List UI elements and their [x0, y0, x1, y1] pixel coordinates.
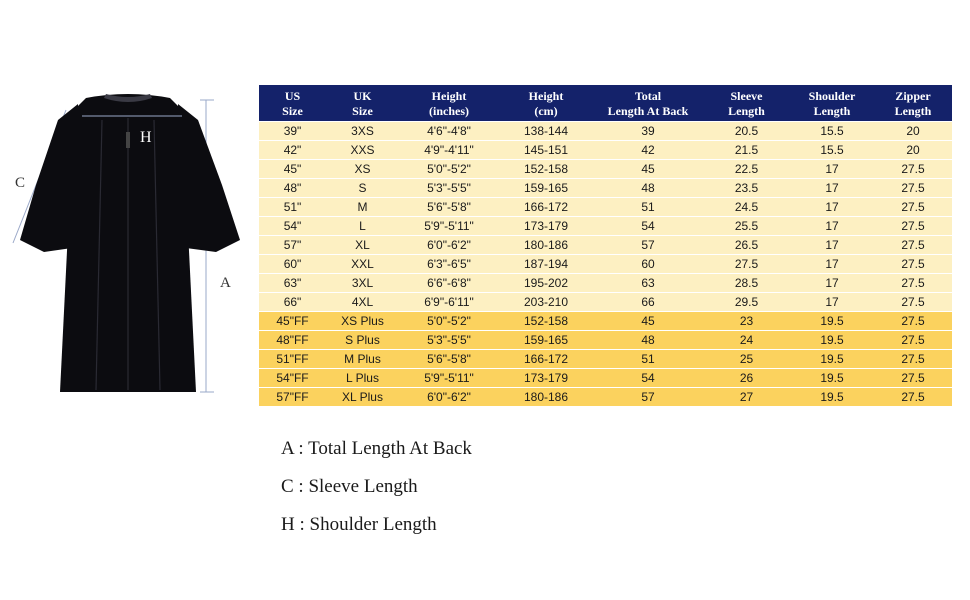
table-cell: 203-210 — [499, 293, 593, 312]
table-cell: 5'0"-5'2" — [399, 160, 499, 179]
table-cell: 4'9"-4'11" — [399, 141, 499, 160]
table-cell: M — [326, 198, 399, 217]
table-cell: 4XL — [326, 293, 399, 312]
table-row — [259, 388, 952, 407]
table-cell: 187-194 — [499, 255, 593, 274]
table-body — [259, 122, 952, 407]
table-cell: XL — [326, 236, 399, 255]
table-cell: 5'9"-5'11" — [399, 369, 499, 388]
table-cell: 42 — [593, 141, 703, 160]
size-chart-table — [259, 85, 952, 406]
gown-image — [0, 80, 255, 410]
table-cell: 17 — [790, 198, 874, 217]
table-cell: 152-158 — [499, 160, 593, 179]
table-cell: 3XS — [326, 122, 399, 141]
table-cell: 45"FF — [259, 312, 326, 331]
table-cell: 24.5 — [703, 198, 790, 217]
table-cell: 5'6"-5'8" — [399, 198, 499, 217]
table-cell: 138-144 — [499, 122, 593, 141]
table-cell: 27.5 — [874, 369, 952, 388]
table-cell: S — [326, 179, 399, 198]
table-row — [259, 160, 952, 179]
table-cell: 152-158 — [499, 312, 593, 331]
header-zipper-length: Zipper Length — [874, 85, 952, 122]
table-cell: 19.5 — [790, 388, 874, 407]
table-cell: 28.5 — [703, 274, 790, 293]
table-cell: 4'6"-4'8" — [399, 122, 499, 141]
table-cell: 19.5 — [790, 350, 874, 369]
table-cell: 15.5 — [790, 122, 874, 141]
table-cell: 57" — [259, 236, 326, 255]
table-row — [259, 198, 952, 217]
table-cell: 57 — [593, 236, 703, 255]
table-cell: 29.5 — [703, 293, 790, 312]
table-cell: 66" — [259, 293, 326, 312]
table-cell: 51" — [259, 198, 326, 217]
table-cell: 19.5 — [790, 331, 874, 350]
table-cell: 166-172 — [499, 350, 593, 369]
table-cell: S Plus — [326, 331, 399, 350]
table-cell: 25.5 — [703, 217, 790, 236]
table-cell: 17 — [790, 179, 874, 198]
table-cell: 54" — [259, 217, 326, 236]
table-cell: M Plus — [326, 350, 399, 369]
table-cell: 159-165 — [499, 331, 593, 350]
table-cell: XXL — [326, 255, 399, 274]
table-cell: 3XL — [326, 274, 399, 293]
table-cell: 51 — [593, 350, 703, 369]
table-row — [259, 255, 952, 274]
table-cell: 27.5 — [874, 331, 952, 350]
table-cell: 63 — [593, 274, 703, 293]
table-cell: 27.5 — [874, 217, 952, 236]
table-cell: 42" — [259, 141, 326, 160]
table-cell: 19.5 — [790, 369, 874, 388]
table-cell: 48 — [593, 331, 703, 350]
table-cell: 5'9"-5'11" — [399, 217, 499, 236]
table-cell: L — [326, 217, 399, 236]
table-row — [259, 122, 952, 141]
table-cell: 48 — [593, 179, 703, 198]
table-cell: 51"FF — [259, 350, 326, 369]
table-cell: 27.5 — [874, 255, 952, 274]
table-cell: 17 — [790, 293, 874, 312]
table-cell: 22.5 — [703, 160, 790, 179]
table-cell: 6'9"-6'11" — [399, 293, 499, 312]
table-cell: 27.5 — [874, 198, 952, 217]
table-cell: 24 — [703, 331, 790, 350]
table-cell: 60" — [259, 255, 326, 274]
table-cell: 27.5 — [874, 160, 952, 179]
table-row — [259, 350, 952, 369]
legend-c: C : Sleeve Length — [281, 476, 418, 497]
table-cell: XXS — [326, 141, 399, 160]
table-cell: 39" — [259, 122, 326, 141]
table-cell: XS Plus — [326, 312, 399, 331]
header-height-inches: Height (inches) — [399, 85, 499, 122]
table-cell: 6'3"-6'5" — [399, 255, 499, 274]
table-cell: 63" — [259, 274, 326, 293]
legend-h: H : Shoulder Length — [281, 514, 437, 535]
header-us-size: US Size — [259, 85, 326, 122]
header-total-length: Total Length At Back — [593, 85, 703, 122]
table-cell: 17 — [790, 274, 874, 293]
table-cell: 5'3"-5'5" — [399, 179, 499, 198]
table-cell: 6'6"-6'8" — [399, 274, 499, 293]
table-cell: 173-179 — [499, 217, 593, 236]
table-cell: 5'3"-5'5" — [399, 331, 499, 350]
table-cell: 17 — [790, 160, 874, 179]
table-cell: 26.5 — [703, 236, 790, 255]
table-row — [259, 217, 952, 236]
table-cell: 23 — [703, 312, 790, 331]
table-cell: 20 — [874, 141, 952, 160]
label-c: C — [15, 175, 26, 191]
table-cell: 48"FF — [259, 331, 326, 350]
table-cell: 27.5 — [874, 274, 952, 293]
table-cell: 27.5 — [703, 255, 790, 274]
table-cell: 180-186 — [499, 236, 593, 255]
gown-illustration — [0, 80, 255, 410]
table-row — [259, 369, 952, 388]
table-cell: 27.5 — [874, 350, 952, 369]
table-cell: XS — [326, 160, 399, 179]
label-a: A — [220, 275, 231, 291]
header-sleeve-length: Sleeve Length — [703, 85, 790, 122]
table-cell: 15.5 — [790, 141, 874, 160]
table-cell: 57"FF — [259, 388, 326, 407]
table-cell: 27 — [703, 388, 790, 407]
table-cell: 6'0"-6'2" — [399, 236, 499, 255]
table-cell: 166-172 — [499, 198, 593, 217]
table-cell: 25 — [703, 350, 790, 369]
table-cell: 5'6"-5'8" — [399, 350, 499, 369]
table-cell: 23.5 — [703, 179, 790, 198]
table-cell: 195-202 — [499, 274, 593, 293]
table-cell: 54 — [593, 217, 703, 236]
table-row — [259, 312, 952, 331]
table-cell: XL Plus — [326, 388, 399, 407]
label-h: H — [140, 129, 152, 146]
table-cell: 66 — [593, 293, 703, 312]
table-cell: 6'0"-6'2" — [399, 388, 499, 407]
table-row — [259, 274, 952, 293]
header-uk-size: UK Size — [326, 85, 399, 122]
table-row — [259, 179, 952, 198]
table-cell: 27.5 — [874, 236, 952, 255]
table-cell: 27.5 — [874, 293, 952, 312]
header-shoulder-length: Shoulder Length — [790, 85, 874, 122]
table-row — [259, 141, 952, 160]
table-cell: 17 — [790, 217, 874, 236]
table-cell: 17 — [790, 255, 874, 274]
table-cell: 57 — [593, 388, 703, 407]
table-cell: 19.5 — [790, 312, 874, 331]
table-cell: 54"FF — [259, 369, 326, 388]
table-row — [259, 331, 952, 350]
table-cell: 45 — [593, 312, 703, 331]
table-cell: 173-179 — [499, 369, 593, 388]
table-row — [259, 236, 952, 255]
table-cell: 5'0"-5'2" — [399, 312, 499, 331]
table-cell: 51 — [593, 198, 703, 217]
table-cell: 26 — [703, 369, 790, 388]
table-cell: 60 — [593, 255, 703, 274]
header-height-cm: Height (cm) — [499, 85, 593, 122]
table-cell: 54 — [593, 369, 703, 388]
table-header-row — [259, 85, 952, 122]
table-row — [259, 293, 952, 312]
table-cell: 39 — [593, 122, 703, 141]
table-cell: 159-165 — [499, 179, 593, 198]
table-cell: 45 — [593, 160, 703, 179]
table-cell: 17 — [790, 236, 874, 255]
table-cell: 48" — [259, 179, 326, 198]
table-cell: 20.5 — [703, 122, 790, 141]
table-cell: 145-151 — [499, 141, 593, 160]
table-cell: L Plus — [326, 369, 399, 388]
measurement-legend — [281, 436, 472, 550]
table-cell: 180-186 — [499, 388, 593, 407]
table-cell: 27.5 — [874, 388, 952, 407]
table-cell: 27.5 — [874, 179, 952, 198]
table-cell: 27.5 — [874, 312, 952, 331]
table-cell: 21.5 — [703, 141, 790, 160]
table-cell: 45" — [259, 160, 326, 179]
legend-a: A : Total Length At Back — [281, 438, 472, 459]
table-cell: 20 — [874, 122, 952, 141]
